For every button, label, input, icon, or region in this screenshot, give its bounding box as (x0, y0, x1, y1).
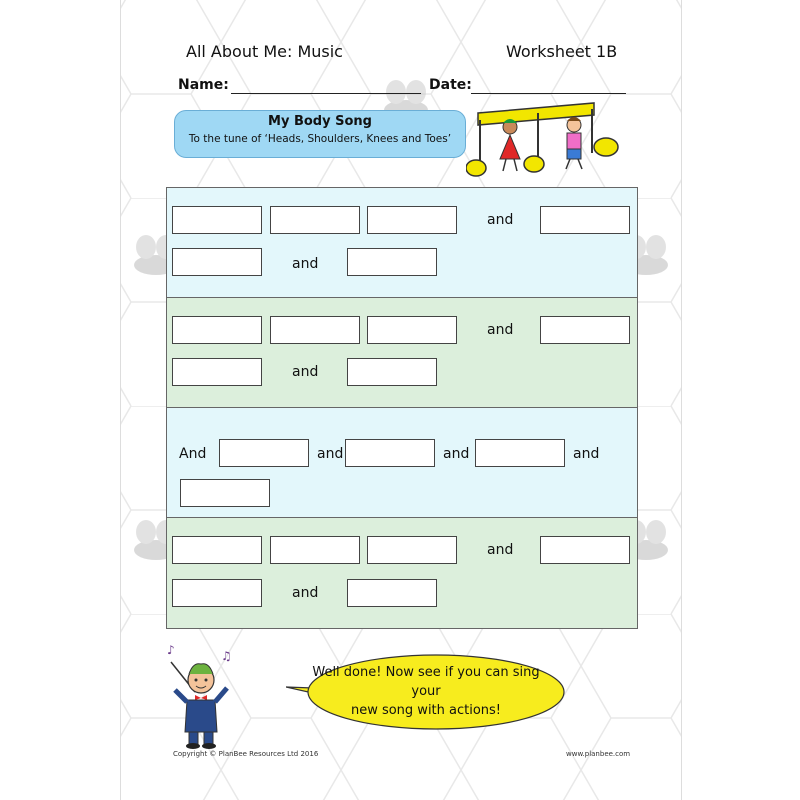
word-field[interactable] (540, 316, 630, 344)
svg-text:♪: ♪ (167, 643, 175, 657)
worksheet-number: Worksheet 1B (506, 42, 618, 61)
word-field[interactable] (172, 316, 262, 344)
word-field[interactable] (475, 439, 565, 467)
name-line[interactable] (231, 93, 421, 94)
word-field[interactable] (540, 206, 630, 234)
word-field[interactable] (540, 536, 630, 564)
and-word: and (292, 585, 319, 601)
and-word: and (317, 446, 344, 462)
word-field[interactable] (270, 316, 360, 344)
word-field[interactable] (345, 439, 435, 467)
word-field[interactable] (270, 206, 360, 234)
verse-row-4 (166, 517, 638, 629)
worksheet-title: All About Me: Music (186, 42, 343, 61)
word-field[interactable] (367, 536, 457, 564)
verse-row-3 (166, 407, 638, 519)
word-field[interactable] (172, 206, 262, 234)
and-word: and (292, 256, 319, 272)
word-field[interactable] (367, 206, 457, 234)
copyright-text: Copyright © PlanBee Resources Ltd 2016 (173, 750, 319, 758)
speech-line-2: new song with actions! (350, 703, 502, 718)
speech-line-1: Well done! Now see if you can sing your (312, 665, 540, 699)
word-field[interactable] (172, 248, 262, 276)
word-field[interactable] (219, 439, 309, 467)
verse-row-1 (166, 187, 638, 299)
worksheet-page (120, 0, 682, 800)
word-field[interactable] (270, 536, 360, 564)
and-word-capital: And (179, 446, 207, 462)
word-field[interactable] (172, 536, 262, 564)
word-field[interactable] (347, 358, 437, 386)
song-subtitle: To the tune of ‘Heads, Shoulders, Knees and Toes’ (188, 133, 452, 145)
name-label: Name: (178, 77, 229, 93)
svg-text:♫: ♫ (221, 649, 232, 663)
conductor-boy-illustration (161, 640, 241, 750)
and-word: and (487, 212, 514, 228)
and-word: and (487, 322, 514, 338)
date-label: Date: (429, 77, 472, 93)
verse-row-2 (166, 297, 638, 409)
date-line[interactable] (471, 93, 626, 94)
word-field[interactable] (180, 479, 270, 507)
word-field[interactable] (172, 579, 262, 607)
and-word: and (573, 446, 600, 462)
word-field[interactable] (347, 579, 437, 607)
song-title-box (174, 110, 466, 158)
website-text: www.planbee.com (566, 750, 631, 758)
and-word: and (292, 364, 319, 380)
song-title: My Body Song (268, 114, 372, 129)
and-word: and (443, 446, 470, 462)
word-field[interactable] (367, 316, 457, 344)
speech-bubble-text (306, 663, 546, 720)
music-notes-kids-illustration (466, 95, 641, 185)
word-field[interactable] (172, 358, 262, 386)
word-field[interactable] (347, 248, 437, 276)
and-word: and (487, 542, 514, 558)
